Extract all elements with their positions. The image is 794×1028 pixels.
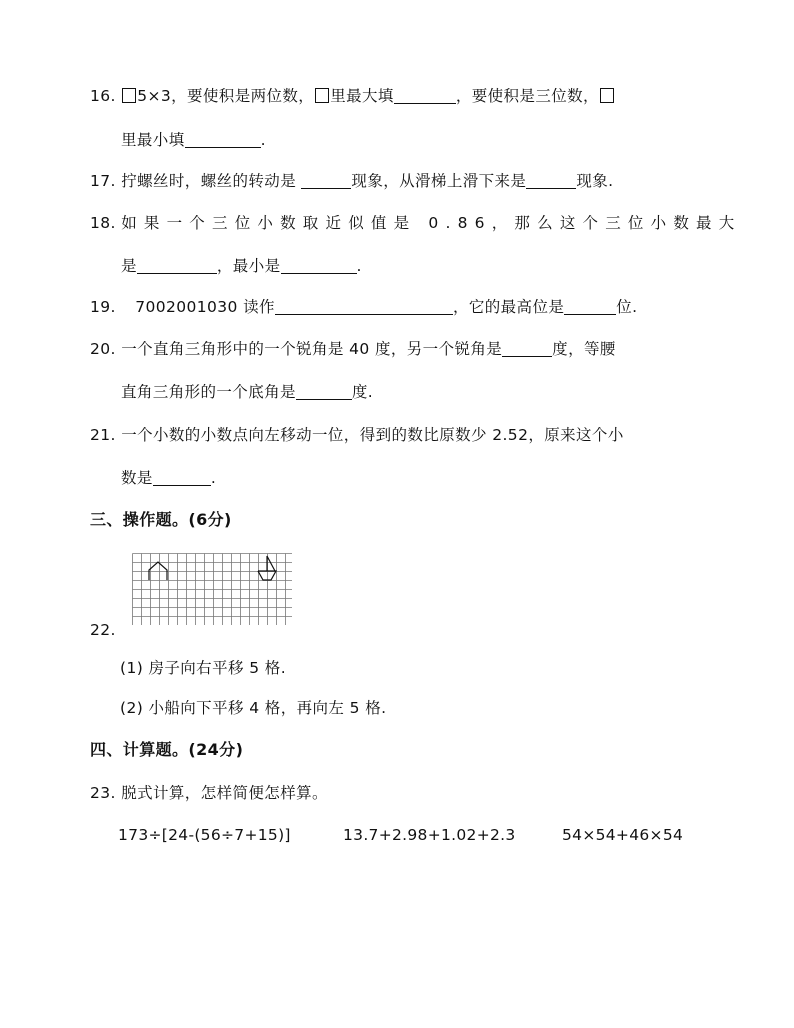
question-21-cont: [121, 468, 216, 488]
question-text: ，最小是: [216, 257, 281, 275]
answer-blank[interactable]: [185, 131, 261, 148]
question-number: 19.: [90, 298, 116, 316]
translation-grid: [132, 553, 292, 629]
question-22-part-1: (1) 房子向右平移 5 格.: [120, 659, 287, 677]
house-icon: [149, 562, 167, 580]
question-text: ，它的最高位是: [452, 298, 565, 316]
answer-blank[interactable]: [153, 469, 211, 486]
question-text: 位.: [616, 298, 638, 316]
answer-blank[interactable]: [137, 257, 217, 274]
question-text: 拧螺丝时，螺丝的转动是: [121, 172, 297, 190]
question-number: 16.: [90, 87, 116, 105]
question-text: 是: [121, 257, 137, 275]
section-3-heading: 三、操作题。(6分): [90, 510, 232, 529]
question-21: [90, 425, 624, 445]
question-23: [90, 783, 328, 803]
answer-blank[interactable]: [564, 298, 616, 315]
question-text: ，要使积是三位数，: [455, 87, 599, 105]
question-text: 一个直角三角形中的一个锐角是 40 度，另一个锐角是: [121, 340, 503, 358]
question-text: .: [260, 131, 266, 149]
question-text: 现象，从滑梯上滑下来是: [351, 172, 527, 190]
question-text: 如果一个三位小数取近似值是 0.86，那么这个三位小数最大: [121, 214, 742, 232]
blank-box: [122, 88, 136, 103]
boat-icon: [258, 556, 276, 580]
question-text: .: [356, 257, 362, 275]
answer-blank[interactable]: [275, 298, 453, 315]
answer-blank[interactable]: [502, 340, 552, 357]
question-text: 直角三角形的一个底角是: [121, 383, 296, 401]
question-text: 数是: [121, 469, 153, 487]
question-text: 5×3，要使积是两位数，: [137, 87, 315, 105]
question-text: 现象.: [576, 172, 614, 190]
blank-box: [600, 88, 614, 103]
question-18: [90, 213, 741, 233]
grid-svg: [132, 553, 292, 625]
question-text: 度，等腰: [552, 340, 616, 358]
question-text: .: [210, 469, 217, 487]
answer-blank[interactable]: [296, 383, 352, 400]
question-number: 21.: [90, 426, 116, 444]
question-number: 17.: [90, 172, 116, 190]
question-18-cont: [121, 256, 362, 276]
question-number: 18.: [90, 214, 116, 232]
question-20: [90, 339, 616, 359]
question-text: 里最大填: [330, 87, 394, 105]
question-text: 度.: [351, 383, 374, 401]
answer-blank[interactable]: [394, 87, 456, 104]
blank-box: [315, 88, 329, 103]
question-text: 7002001030 读作: [135, 298, 275, 316]
question-text: 里最小填: [121, 131, 185, 149]
question-number: 23.: [90, 784, 116, 802]
question-22: 22.: [90, 621, 116, 639]
question-20-cont: [121, 382, 373, 402]
section-4-heading: 四、计算题。(24分): [90, 740, 244, 759]
answer-blank[interactable]: [526, 172, 576, 189]
answer-blank[interactable]: [301, 172, 351, 189]
question-19: [90, 297, 637, 317]
question-22-part-2: (2) 小船向下平移 4 格，再向左 5 格.: [120, 699, 387, 717]
question-17: [90, 171, 613, 191]
expression-1: 173÷[24-(56÷7+15)]: [118, 826, 291, 844]
grid-lines: [133, 554, 293, 626]
question-16-cont: [121, 130, 266, 150]
answer-blank[interactable]: [281, 257, 357, 274]
question-number: 20.: [90, 340, 116, 358]
question-16: [90, 86, 615, 106]
expression-2: 13.7+2.98+1.02+2.3: [343, 826, 516, 844]
question-text: 脱式计算，怎样简便怎样算。: [121, 784, 328, 802]
question-text: 一个小数的小数点向左移动一位，得到的数比原数少 2.52，原来这个小: [121, 426, 624, 444]
expression-3: 54×54+46×54: [562, 826, 684, 844]
